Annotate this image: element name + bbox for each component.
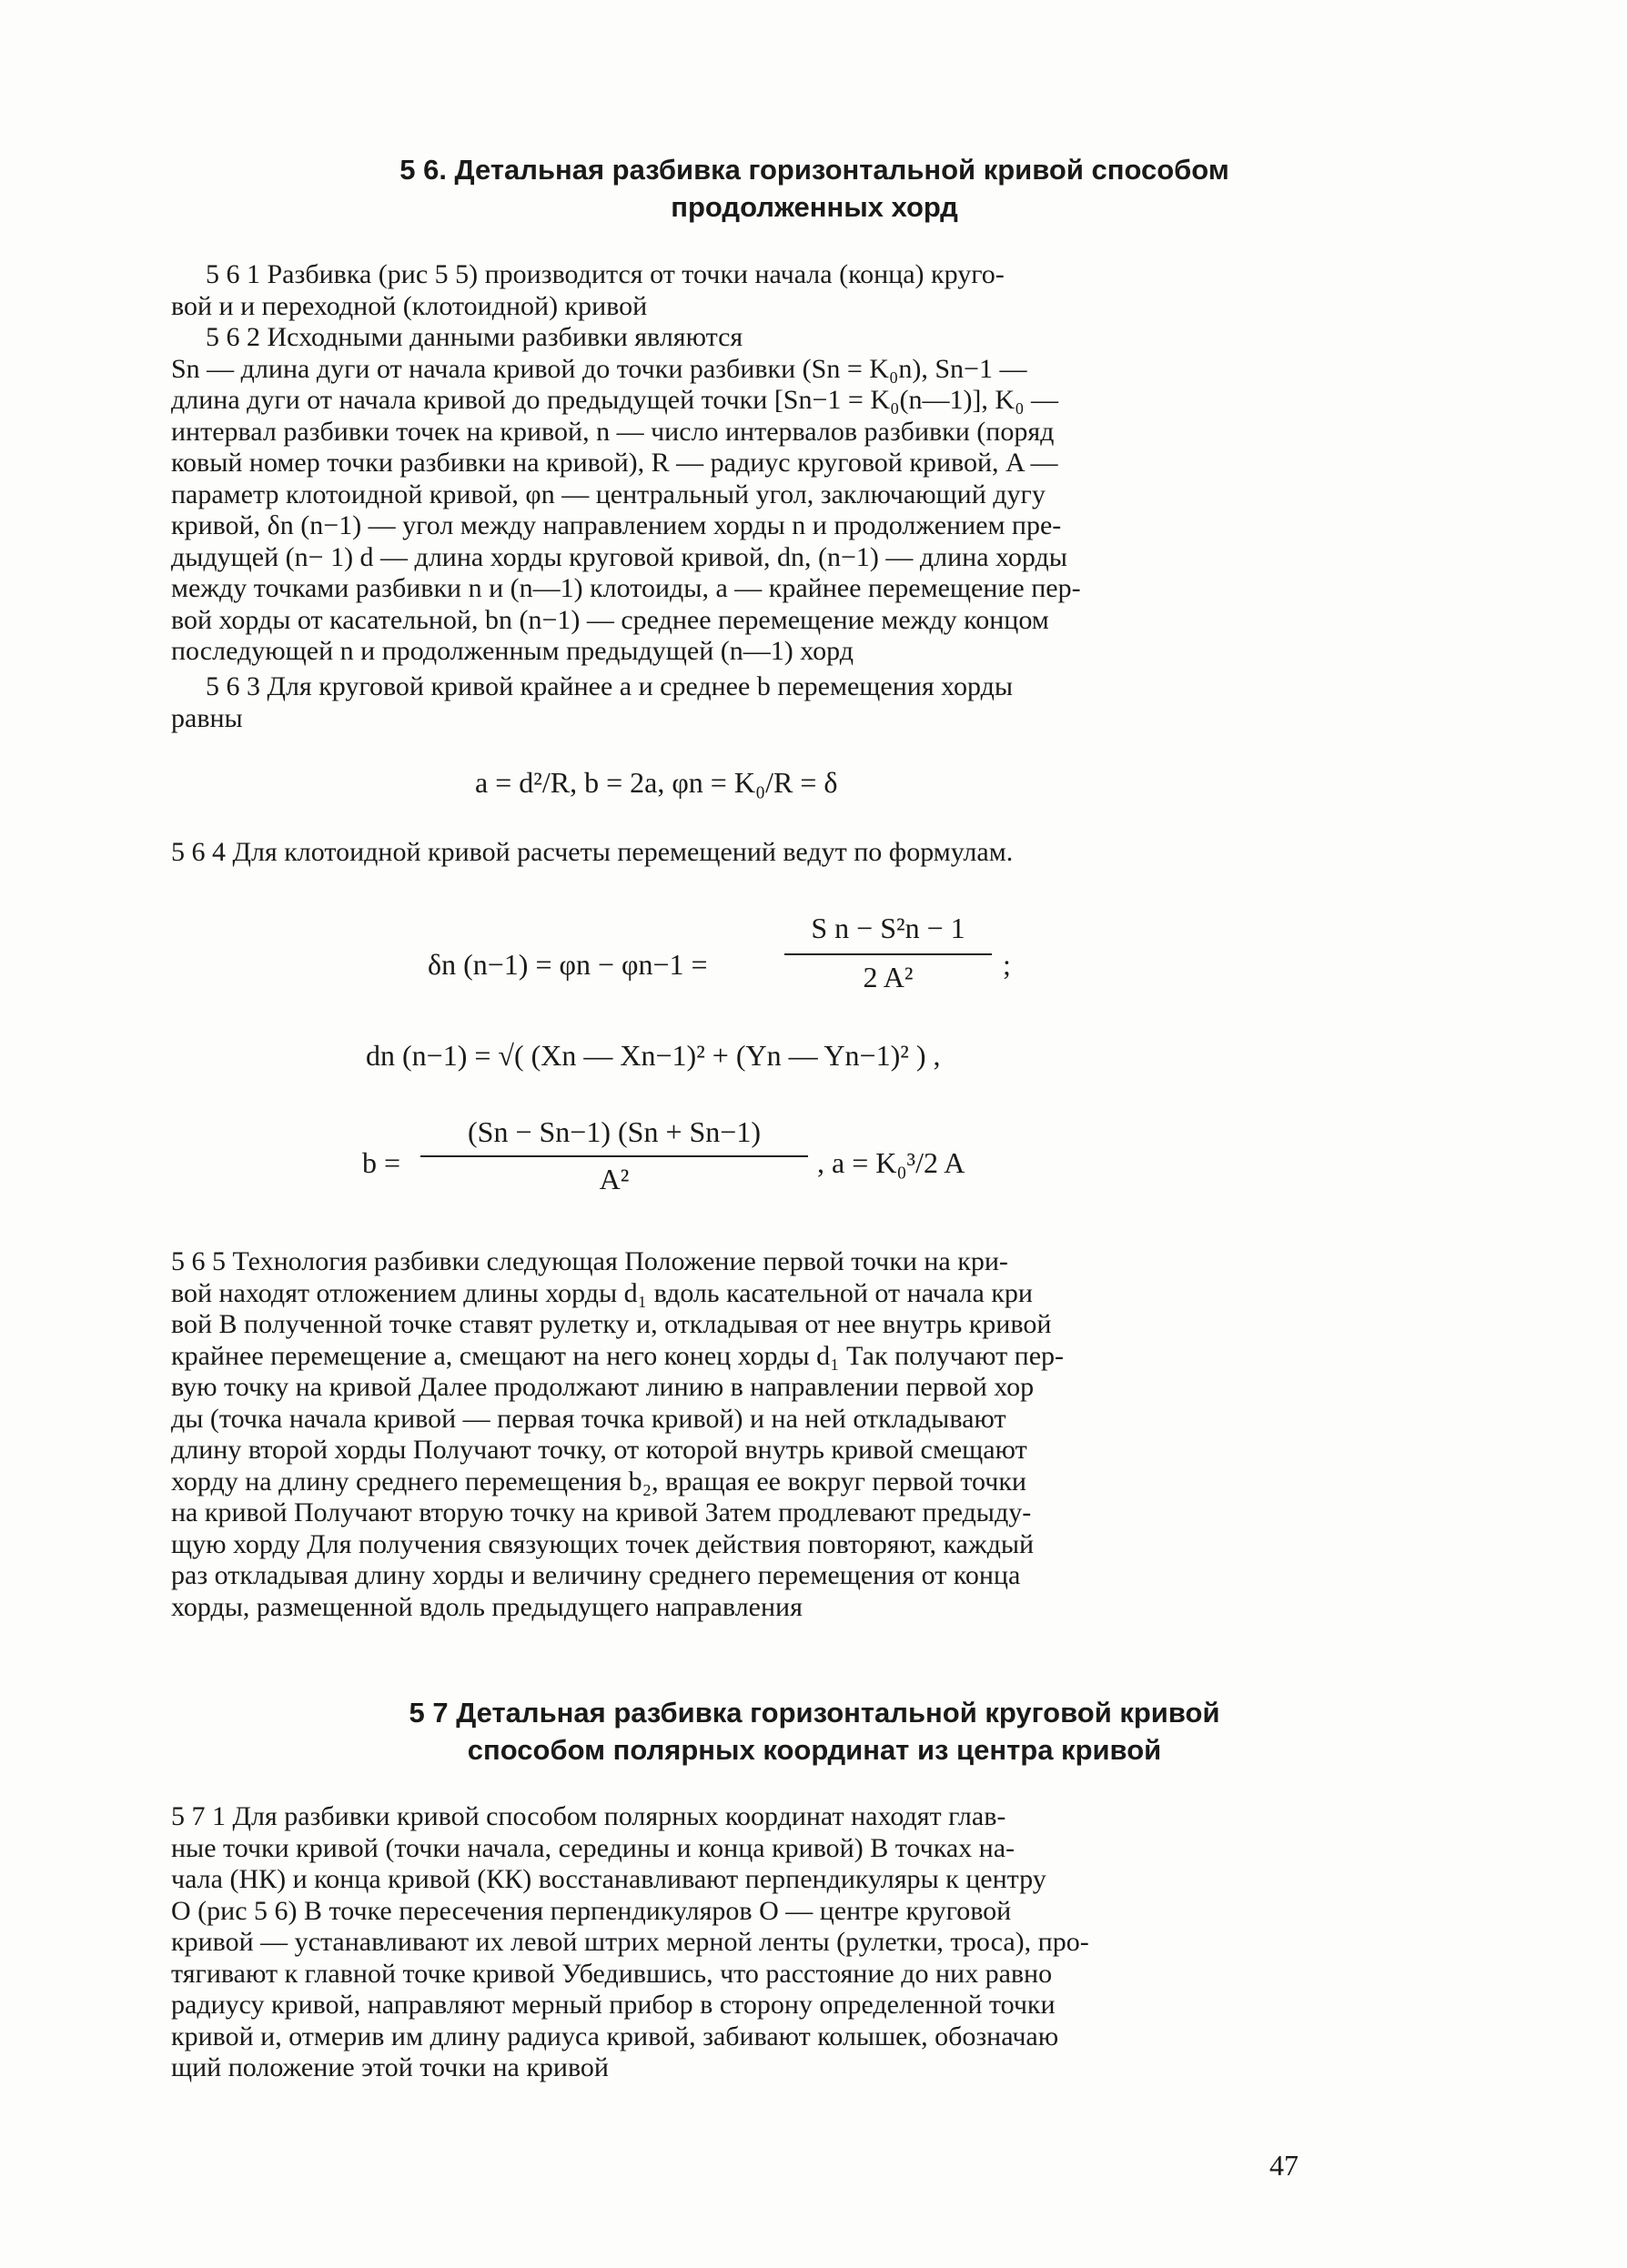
text-line: интервал разбивки точек на кривой, n — число интервалов разбивки (поряд [171, 416, 1055, 447]
fraction-bar [784, 953, 992, 955]
text-line: длину второй хорды Получают точку, от которой внутрь кривой смещают [171, 1435, 1027, 1465]
section-56-heading-line2: продолженных хорд [671, 191, 958, 223]
formula-delta-denominator: 2 A² [863, 961, 914, 993]
paragraph-571 [171, 1801, 1304, 2084]
text-line: Sn — длина дуги от начала кривой до точки разбивки (Sn = K₀n), Sn−1 — [171, 353, 1027, 384]
text-line: параметр клотоидной кривой, φn — центральный угол, заключающий дугу [171, 479, 1046, 509]
formula-chord-length: dn (n−1) = √( (Xn — Xn−1)² + (Yn — Yn−1)² ) , [366, 1039, 941, 1072]
formula-delta-tail: ; [1003, 948, 1011, 981]
text-line: последующей n и продолженным предыдущей (n—1) хорд [171, 636, 854, 666]
text-line: раз откладывая длину хорды и величину среднего перемещения от конца [171, 1560, 1021, 1590]
paragraph-561 [171, 259, 1304, 322]
formula-delta-numerator: S n − S²n − 1 [811, 912, 965, 944]
formula-b-numerator: (Sn − Sn−1) (Sn + Sn−1) [468, 1115, 761, 1148]
section-56-heading-line1: 5 6. Детальная разбивка горизонтальной кривой способом [399, 154, 1229, 186]
text-line: дыдущей (n− 1) d — длина хорды круговой кривой, dn, (n−1) — длина хорды [171, 541, 1067, 572]
text-line: вой хорды от касательной, bn (n−1) — среднее перемещение между концом [171, 604, 1049, 635]
text-line: вой В полученной точке ставят рулетку и, откладывая от нее внутрь кривой [171, 1309, 1052, 1339]
fraction-bar [420, 1155, 808, 1157]
text-line: кривой — устанавливают их левой штрих мерной ленты (рулетки, троса), про- [171, 1927, 1089, 1957]
text-line: 5 6 2 Исходными данными разбивки являются [206, 322, 743, 352]
text-line: хорду на длину среднего перемещения b₂, вращая ее вокруг первой точки [171, 1466, 1026, 1497]
formula-b-lhs: b = [362, 1146, 401, 1179]
text-line: тягивают к главной точке кривой Убедившись, что расстояние до них равно [171, 1958, 1053, 1989]
text-line: щий положение этой точки на кривой [171, 2052, 609, 2082]
section-56-heading [164, 151, 1465, 226]
formula-b-denominator: A² [599, 1163, 630, 1195]
paragraph-565 [171, 1246, 1304, 1623]
text-line: вой находят отложением длины хорды d₁ вдоль касательной от начала кри [171, 1277, 1033, 1308]
formula-circular-displacement: a = d²/R, b = 2a, φn = K₀/R = δ [475, 766, 838, 799]
text-line: щую хорду Для получения связующих точек действия повторяют, каждый [171, 1528, 1035, 1559]
section-57-heading-line2: способом полярных координат из центра кривой [467, 1734, 1162, 1766]
text-line: длина дуги от начала кривой до предыдущей точки [Sn−1 = K₀(n—1)], K₀ — [171, 385, 1059, 415]
text-line: 5 6 5 Технология разбивки следующая Положение первой точки на кри- [171, 1246, 1008, 1276]
text-line: между точками разбивки n и (n—1) клотоиды, a — крайнее перемещение пер- [171, 573, 1081, 603]
text-line: вую точку на кривой Далее продолжают линию в направлении первой хор [171, 1372, 1035, 1402]
text-line: кривой и, отмерив им длину радиуса кривой, забивают колышек, обозначаю [171, 2021, 1059, 2051]
text-line: чала (НК) и конца кривой (КК) восстанавливают перпендикуляры к центру [171, 1864, 1046, 1894]
text-line: 5 6 4 Для клотоидной кривой расчеты перемещений ведут по формулам. [171, 837, 1014, 867]
text-line: вой и и переходной (клотоидной) кривой [171, 290, 648, 321]
text-line: радиусу кривой, направляют мерный прибор в сторону определенной точки [171, 1990, 1056, 2020]
section-57-heading [164, 1694, 1465, 1769]
text-line: ды (точка начала кривой — первая точка кривой) и на ней откладывают [171, 1403, 1006, 1434]
text-line: 5 6 3 Для круговой кривой крайнее a и среднее b перемещения хорды [206, 671, 1014, 701]
text-line: кривой, δn (n−1) — угол между направлением хорды n и продолжением пре- [171, 510, 1062, 540]
text-line: O (рис 5 6) В точке пересечения перпендикуляров O — центре круговой [171, 1895, 1012, 1926]
formula-b-tail: , a = K₀³/2 A [817, 1146, 965, 1179]
text-line: равны [171, 702, 243, 733]
paragraph-562 [171, 322, 1304, 668]
paragraph-563 [171, 671, 1304, 734]
section-57-heading-line1: 5 7 Детальная разбивка горизонтальной круговой кривой [409, 1697, 1220, 1729]
text-line: на кривой Получают вторую точку на кривой Затем продлевают предыду- [171, 1497, 1032, 1527]
text-line: 5 6 1 Разбивка (рис 5 5) производится от точки начала (конца) круго- [206, 259, 1005, 289]
text-line: крайнее перемещение a, смещают на него конец хорды d₁ Так получают пер- [171, 1340, 1065, 1371]
text-line: 5 7 1 Для разбивки кривой способом полярных координат находят глав- [171, 1801, 1006, 1831]
paragraph-564 [171, 837, 1304, 869]
text-line: хорды, размещенной вдоль предыдущего направления [171, 1591, 803, 1622]
text-line: ковый номер точки разбивки на кривой), R — радиус круговой кривой, A — [171, 448, 1058, 478]
text-line: ные точки кривой (точки начала, середины и конца кривой) В точках на- [171, 1832, 1016, 1863]
formula-delta-lhs: δn (n−1) = φn − φn−1 = [428, 948, 708, 981]
page-number: 47 [1269, 2149, 1299, 2182]
